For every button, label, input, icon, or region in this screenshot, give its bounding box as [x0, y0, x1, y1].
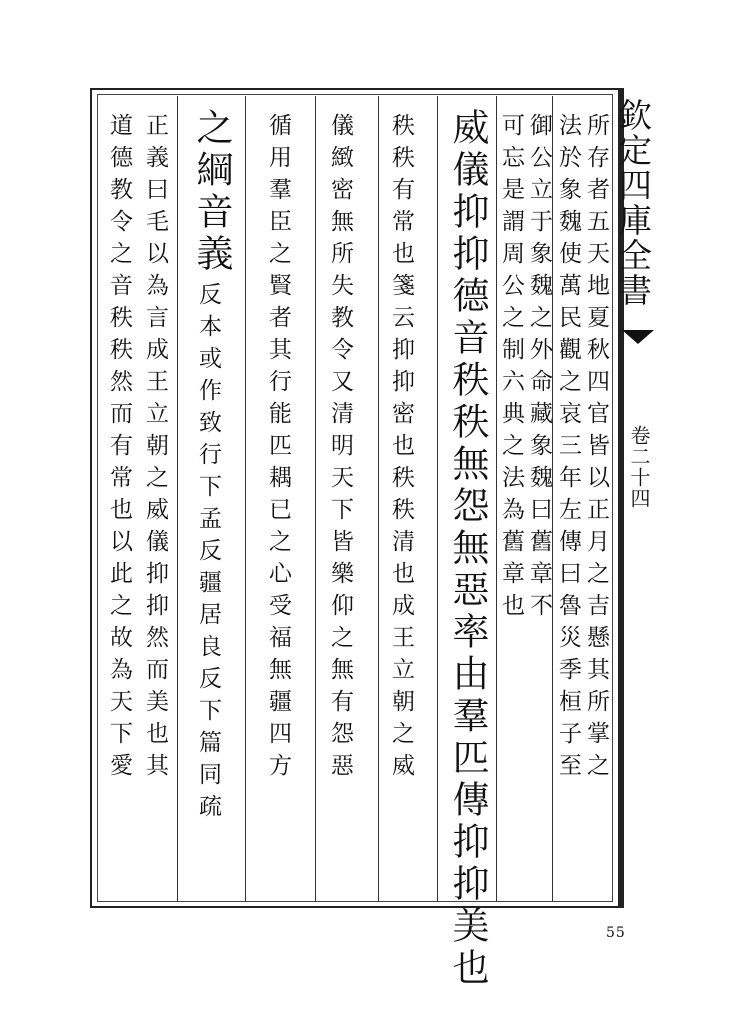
text-column-main: 之綱音義	[190, 108, 233, 276]
text-column-main: 威儀抑抑德音秩秩無怨無惡率由羣匹傳抑抑美也	[446, 108, 489, 990]
fish-tail-mark-icon	[622, 330, 654, 344]
column-divider	[437, 96, 438, 902]
text-column: 可忘是謂周公之制六典之法為舊章也	[498, 113, 524, 625]
text-column: 道德教令之音秩秩然而有常也以此之故為天下愛	[106, 113, 132, 785]
column-divider	[245, 96, 246, 902]
text-column: 所存者五天地夏秋四官皆以正月之吉懸其所掌之	[583, 113, 609, 785]
text-column: 反本或作致行下孟反疆居良反下篇同疏	[195, 282, 221, 826]
book-title-label: 欽定四庫全書	[614, 98, 653, 308]
page-number: 55	[606, 925, 626, 941]
column-divider	[315, 96, 316, 902]
text-column: 正義曰毛以為言成王立朝之威儀抑抑然而美也其	[142, 113, 168, 785]
volume-label: 卷二十四	[627, 425, 651, 509]
text-column: 法於象魏使萬民觀之哀三年左傳曰魯災季桓子至	[555, 113, 581, 785]
column-divider	[378, 96, 379, 902]
text-column: 儀緻密無所失教令又清明天下皆樂仰之無有怨惡	[327, 113, 353, 785]
column-divider	[552, 96, 553, 902]
column-divider	[496, 96, 497, 902]
text-column: 御公立于象魏之外命藏象魏曰舊章不	[526, 113, 552, 625]
text-column: 循用羣臣之賢者其行能匹耦已之心受福無疆四方	[265, 113, 291, 785]
text-column: 秩秩有常也箋云抑抑密也秩秩清也成王立朝之威	[388, 113, 414, 785]
column-divider	[177, 96, 178, 902]
